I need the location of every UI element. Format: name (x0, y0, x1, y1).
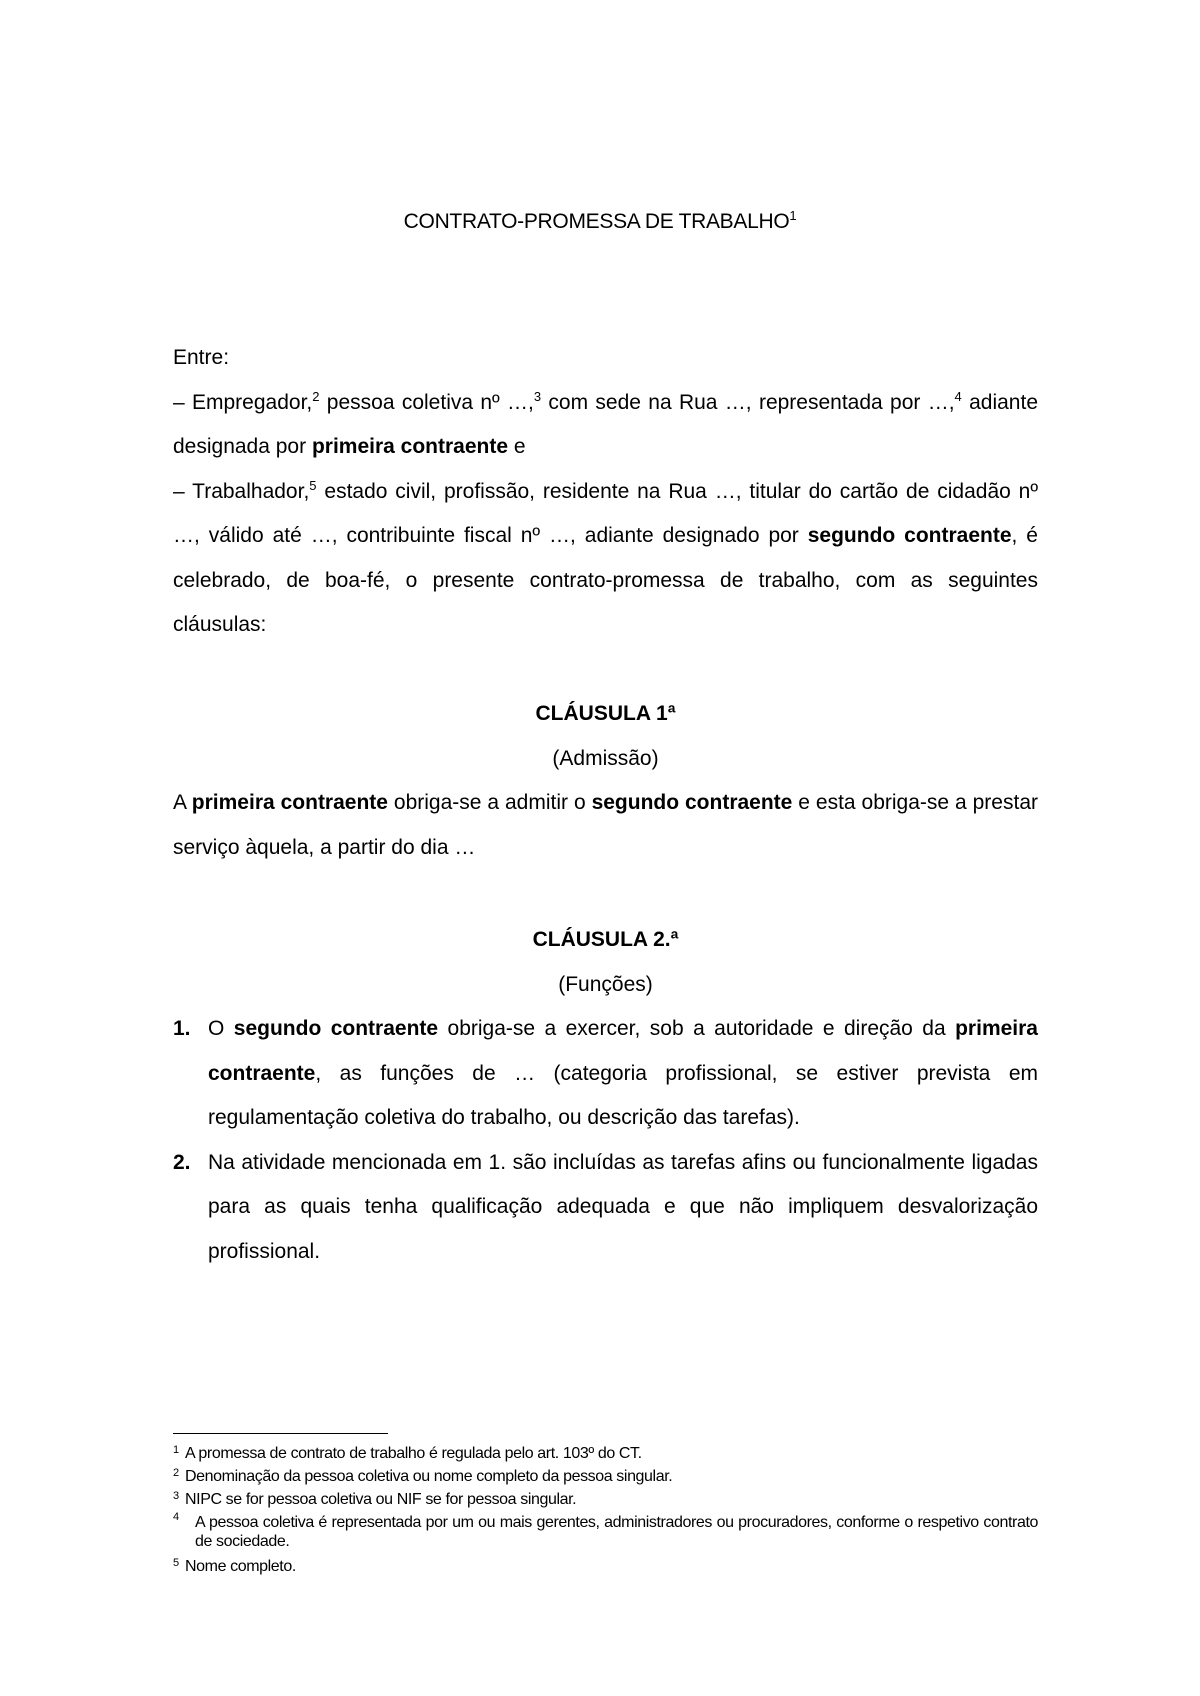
clause-2-item-1-bold-2: primeira contraente (208, 1017, 1038, 1085)
footnote (173, 1555, 1038, 1578)
footnote-ref-3: 3 (533, 388, 542, 404)
title-text: CONTRATO-PROMESSA DE TRABALHO (403, 210, 790, 233)
footnote-text: Nome completo. (185, 1558, 296, 1575)
clause-1-bold-2: segundo contraente (591, 791, 793, 814)
footnote-ref-5: 5 (309, 477, 317, 493)
clause-1-text-2: obriga-se a admitir o (387, 791, 592, 814)
clause-1-paragraph (173, 781, 1038, 870)
intro-paragraph-worker (173, 470, 1038, 648)
clause-2-item-2-text: Na atividade mencionada em 1. são incluídas as tarefas afins ou funcionalmente ligadas para as quais tenha qualificação adequada e que não impliquem desvalorização profissional. (208, 1150, 1038, 1263)
footnote-number: 2 (173, 1467, 179, 1479)
intro-paragraph-employer (173, 381, 1038, 470)
clause-2-section (173, 918, 1038, 1274)
clause-2-item (173, 1141, 1038, 1275)
employer-designation: primeira contraente (311, 435, 509, 458)
clause-2-item-1-text-3: , as funções de … (categoria profissional, se estiver prevista em regulamentação coletiva do trabalho, ou descrição das tarefas). (208, 1061, 1038, 1129)
footnote-ref-2: 2 (312, 388, 320, 404)
footnote-separator (173, 1433, 388, 1434)
employer-label: – Empregador, (173, 390, 313, 414)
footnote (173, 1511, 1038, 1555)
clause-2-heading: CLÁUSULA 2.ª (532, 928, 679, 951)
worker-text-2: , é celebrado, de boa-fé, o presente contrato-promessa de trabalho, com as seguintes cláusulas: (173, 524, 1038, 636)
employer-text-4: e (508, 435, 526, 458)
footnote-number: 3 (173, 1490, 179, 1502)
intro-section (173, 336, 1038, 648)
clause-2-item-number: 1. (173, 1017, 191, 1040)
document-title (0, 210, 1200, 234)
clause-1-text-1: A (173, 791, 192, 814)
footnote (173, 1488, 1038, 1511)
clause-2-item (173, 1007, 1038, 1141)
clause-2-item-1-text-1: O (208, 1017, 234, 1040)
footnote (173, 1442, 1038, 1465)
title-footnote-ref: 1 (789, 208, 797, 223)
clause-2-subtitle: (Funções) (558, 972, 653, 996)
clause-2-item-1-bold-1: segundo contraente (233, 1017, 439, 1040)
footnote-ref-4: 4 (954, 388, 962, 404)
clause-2-item-number: 2. (173, 1150, 191, 1174)
footnote-number: 5 (173, 1557, 179, 1569)
footnote-text: Denominação da pessoa coletiva ou nome completo da pessoa singular. (185, 1468, 673, 1485)
clause-1-subtitle: (Admissão) (552, 746, 659, 770)
worker-label: – Trabalhador, (173, 479, 310, 503)
footnote-text: A pessoa coletiva é representada por um ou mais gerentes, administradores ou procuradores, conforme o respetivo contrato de sociedade. (195, 1514, 1038, 1550)
footnote (173, 1465, 1038, 1488)
employer-text-2: com sede na Rua …, representada por …, (541, 390, 955, 414)
employer-text-3: adiante designada por (173, 390, 1038, 458)
footnote-text: NIPC se for pessoa coletiva ou NIF se for pessoa singular. (185, 1491, 577, 1508)
clause-1-heading: CLÁUSULA 1ª (535, 702, 676, 725)
worker-text-1: estado civil, profissão, residente na Rua …, titular do cartão de cidadão nº …, válido até …, contribuinte fiscal nº …, adiante designado por (173, 479, 1039, 547)
clause-1-bold-1: primeira contraente (191, 791, 388, 814)
clause-1-section (173, 692, 1038, 870)
employer-text-1: pessoa coletiva nº …, (319, 390, 534, 414)
footnote-number: 1 (173, 1444, 179, 1456)
clause-2-item-1-text-2: obriga-se a exercer, sob a autoridade e direção da (438, 1017, 956, 1040)
clause-2-list (173, 1007, 1038, 1274)
footnotes (173, 1442, 1038, 1578)
clause-1-text-3: e esta obriga-se a prestar serviço àquela, a partir do dia … (173, 791, 1038, 859)
footnote-number: 4 (173, 1511, 179, 1523)
intro-entre: Entre: (173, 346, 230, 369)
worker-designation: segundo contraente (807, 524, 1012, 547)
footnote-text: A promessa de contrato de trabalho é regulada pelo art. 103º do CT. (185, 1445, 642, 1462)
